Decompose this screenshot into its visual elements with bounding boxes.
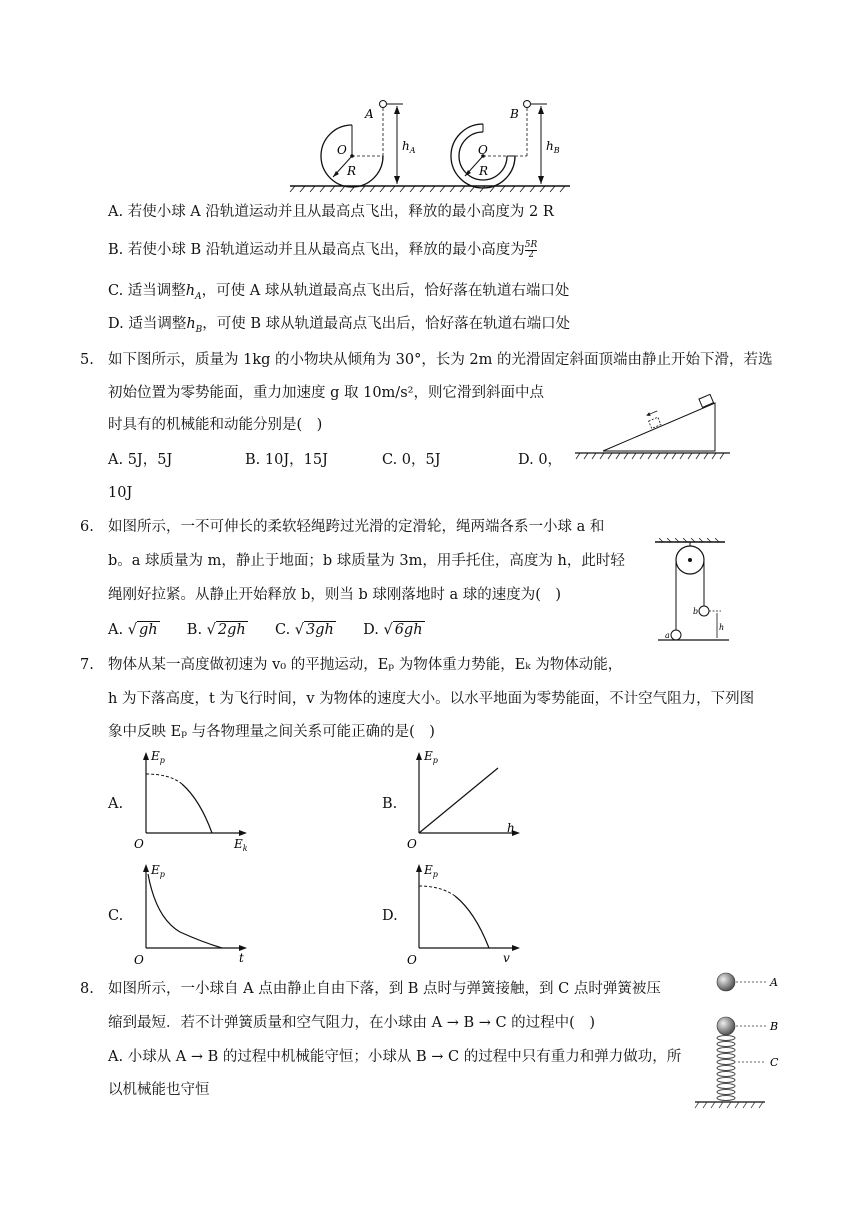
q4-option-b <box>108 240 537 260</box>
fraction-5r-over-2: $\frac{5R}{2}$ <box>524 239 538 260</box>
axis-y-label: $E_p$ <box>424 863 438 879</box>
q5-option-b: B. 10J，15J <box>245 452 328 468</box>
axis-x-label: $E_k$ <box>234 837 248 853</box>
var-sub: A <box>195 291 202 302</box>
q8-option-a-line2: 以机械能也守恒 <box>108 1082 210 1098</box>
axis-y-label: $E_p$ <box>151 749 165 765</box>
label-r-left: R <box>347 164 357 178</box>
q6-options <box>108 620 425 640</box>
q5-stem-line3: 时具有的机械能和动能分别是( ) <box>108 417 323 433</box>
axis-y-label: $E_p$ <box>151 863 165 879</box>
q6-stem-line2: b。a 球质量为 m，静止于地面；b 球质量为 3m，用手托住，高度为 h，此时轻 <box>108 553 625 569</box>
axis-x-label: v <box>503 951 510 965</box>
option-text-1: 适当调整 <box>128 316 187 332</box>
q6-number: 6. <box>80 519 94 535</box>
q5-option-d-cont: 10J <box>108 485 133 501</box>
option-letter: C. <box>108 283 124 299</box>
q6-option-b: B. √ 2gh <box>186 622 246 638</box>
incline-figure <box>575 393 735 463</box>
q5-stem-line1: 如下图所示，质量为 1kg 的小物块从倾角为 30°，长为 2m 的光滑固定斜面顶端由静止开始下滑，若选 <box>108 352 773 368</box>
q7-stem-line2: h 为下落高度，t 为飞行时间，v 为物体的速度大小。以水平地面为零势能面，不计空气阻力，下列图 <box>108 691 755 707</box>
q5-option-d: D. 0， <box>518 452 563 468</box>
q5-stem-line2: 初始位置为零势能面，重力加速度 g 取 10m/s²，则它滑到斜面中点 <box>108 385 544 401</box>
q7-graph-c-label: C. <box>108 908 124 924</box>
label-o-right: O <box>478 143 488 157</box>
q5-number: 5. <box>80 352 94 368</box>
q7-graph-b-label: B. <box>382 796 398 812</box>
origin-label: O <box>407 837 417 851</box>
option-text-2: ，可使 A 球从轨道最高点飞出后，恰好落在轨道右端口处 <box>201 283 570 299</box>
label-a: A <box>365 107 374 121</box>
var-h: h <box>186 316 196 332</box>
q7-graph-a <box>130 748 255 854</box>
option-letter: B. <box>108 242 124 258</box>
q8-option-a-line1: A. 小球从 A → B 的过程中机械能守恒；小球从 B → C 的过程中只有重力和弹力做功，所 <box>108 1049 682 1065</box>
loop-track-figure <box>285 98 575 194</box>
q5-option-a: A. 5J，5J <box>108 452 173 468</box>
option-letter: A. <box>108 204 124 220</box>
q6-option-d: D. √ 6gh <box>363 622 423 638</box>
q7-graph-c <box>130 860 255 966</box>
pulley-figure <box>653 538 731 648</box>
label-ha: $h_A$ <box>402 139 416 155</box>
q7-stem-line1: 物体从某一高度做初速为 v₀ 的平抛运动，Eₚ 为物体重力势能，Eₖ 为物体动能， <box>108 657 623 673</box>
origin-label: O <box>134 953 144 966</box>
label-r-right: R <box>479 164 489 178</box>
q7-graph-a-label: A. <box>108 796 124 812</box>
q8-stem-line2: 缩到最短．若不计弹簧质量和空气阻力，在小球由 A → B → C 的过程中( ) <box>108 1015 595 1031</box>
q6-option-c: C. √ 3gh <box>275 622 334 638</box>
label-c: C <box>770 1056 779 1069</box>
axis-x-label: t <box>239 951 244 965</box>
q6-stem-line3: 绳刚好拉紧。从静止开始释放 b，则当 b 球刚落地时 a 球的速度为( ) <box>108 587 562 603</box>
label-ball-a: a <box>665 631 670 640</box>
label-hb: $h_B$ <box>546 139 560 155</box>
axis-y-label: $E_p$ <box>424 749 438 765</box>
label-b: B <box>510 107 519 121</box>
q4-option-d <box>108 314 570 340</box>
q7-stem-line3: 象中反映 Eₚ 与各物理量之间关系可能正确的是( ) <box>108 724 435 740</box>
option-text-1: 适当调整 <box>127 283 186 299</box>
label-b: B <box>770 1020 779 1033</box>
label-o-left: O <box>337 143 347 157</box>
var-sub: B <box>195 324 203 335</box>
q7-number: 7. <box>80 657 94 673</box>
q7-graph-b <box>403 748 528 854</box>
option-text: 若使小球 B 沿轨道运动并且从最高点飞出，释放的最小高度为 <box>127 242 525 258</box>
q7-graph-d <box>403 860 528 966</box>
q8-stem-line1: 如图所示，一小球自 A 点由静止自由下落，到 B 点时与弹簧接触，到 C 点时弹簧被压 <box>108 981 661 997</box>
option-letter: D. <box>108 316 124 332</box>
q8-number: 8. <box>80 981 94 997</box>
q4-option-c <box>108 281 569 307</box>
origin-label: O <box>407 953 417 966</box>
label-height: h <box>719 623 725 632</box>
option-text: 若使小球 A 沿轨道运动并且从最高点飞出，释放的最小高度为 2 R <box>127 204 554 220</box>
q4-option-a <box>108 202 554 222</box>
q6-stem-line1: 如图所示，一不可伸长的柔软轻绳跨过光滑的定滑轮，绳两端各系一小球 a 和 <box>108 519 605 535</box>
origin-label: O <box>134 837 144 851</box>
axis-x-label: h <box>507 821 515 835</box>
label-a: A <box>770 976 778 989</box>
q7-graph-d-label: D. <box>382 908 398 924</box>
q6-option-a: A. √ gh <box>108 622 158 638</box>
var-h: h <box>185 283 196 299</box>
option-text-2: ，可使 B 球从轨道最高点飞出后，恰好落在轨道右端口处 <box>202 316 571 332</box>
q5-option-c: C. 0，5J <box>382 452 441 468</box>
label-ball-b: b <box>693 607 699 616</box>
spring-figure <box>690 968 790 1110</box>
